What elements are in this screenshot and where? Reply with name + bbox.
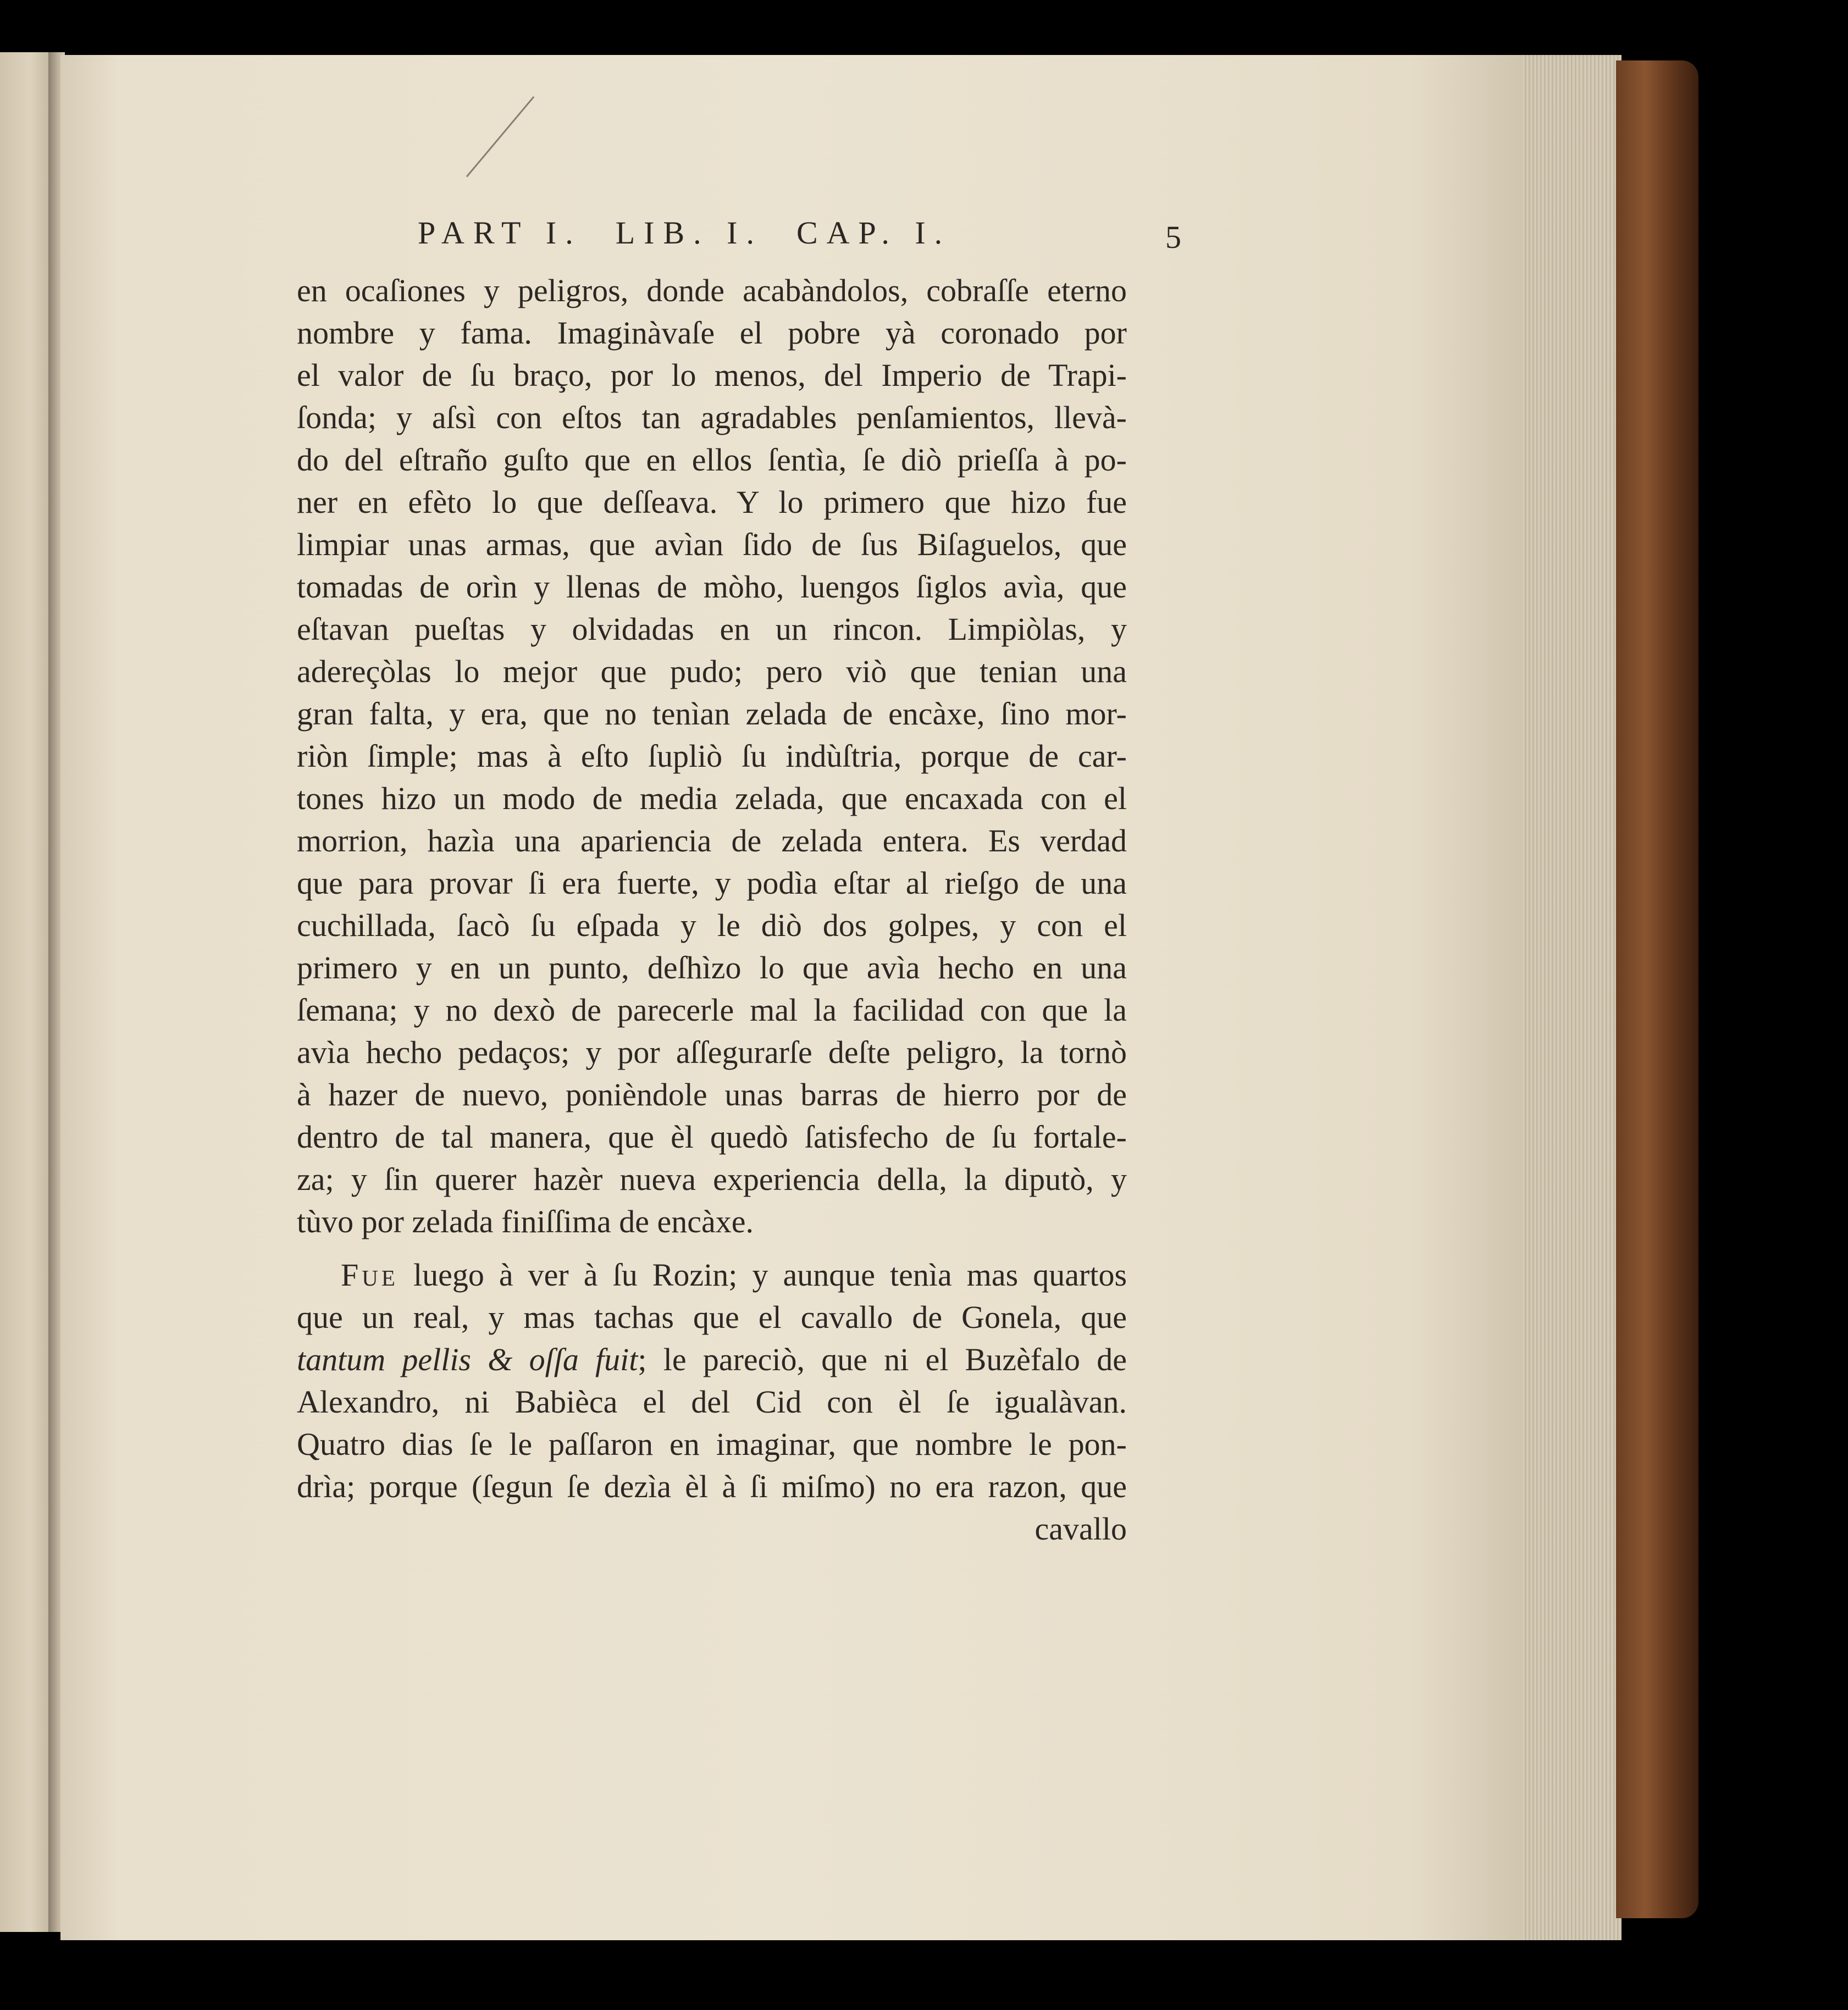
text-line: el valor de ſu braço, por lo menos, del Imperio de Trapi- (297, 357, 1127, 393)
text-line: tones hizo un modo de media zelada, que encaxada con el (297, 780, 1127, 816)
line-text: ; le pareciò, que ni el Buzèfalo de (638, 1342, 1127, 1377)
text-line: Quatro dias ſe le paſſaron en imaginar, que nombre le pon- (297, 1426, 1127, 1462)
text-block (297, 269, 1127, 1550)
text-line: avìa hecho pedaços; y por aſſegurarſe deſte peligro, la tornò (297, 1034, 1127, 1070)
text-line: eſtavan pueſtas y olvidadas en un rincon. Limpiòlas, y (297, 611, 1127, 647)
dropcap-word: Fue (341, 1257, 399, 1293)
text-line: que para provar ſi era fuerte, y podìa eſtar al rieſgo de una (297, 865, 1127, 901)
text-line: primero y en un punto, deſhìzo lo que avìa hecho en una (297, 950, 1127, 985)
text-line: gran falta, y era, que no tenìan zelada de encàxe, ſino mor- (297, 696, 1127, 732)
paragraph-1 (297, 269, 1127, 1243)
latin-quote: tantum pellis & oſſa fuit (297, 1342, 638, 1377)
text-line: que un real, y mas tachas que el cavallo de Gonela, que (297, 1299, 1127, 1335)
text-line: drìa; porque (ſegun ſe dezìa èl à ſi miſmo) no era razon, que (297, 1469, 1127, 1504)
paragraph-gap (297, 1243, 1127, 1254)
text-line: cuchillada, ſacò ſu eſpada y le diò dos golpes, y con el (297, 907, 1127, 943)
text-line: morrion, hazìa una apariencia de zelada entera. Es verdad (297, 823, 1127, 859)
running-title: PART I. LIB. I. CAP. I. (418, 215, 951, 251)
text-line: ſonda; y aſsì con eſtos tan agradables penſamientos, llevà- (297, 400, 1127, 435)
line-text: luego à ver à ſu Rozin; y aunque tenìa mas quartos (413, 1257, 1127, 1293)
text-line: en ocaſiones y peligros, donde acabàndolos, cobraſſe eterno (297, 273, 1127, 308)
text-line: tùvo por zelada finiſſima de encàxe. (297, 1204, 754, 1239)
text-line: nombre y fama. Imaginàvaſe el pobre yà coronado por (297, 315, 1127, 351)
text-line: adereçòlas lo mejor que pudo; pero viò que tenian una (297, 654, 1127, 689)
text-line: dentro de tal manera, que èl quedò ſatisfecho de ſu fortale- (297, 1119, 1127, 1155)
text-line: Alexandro, ni Babièca el del Cid con èl ſe igualàvan. (297, 1384, 1127, 1420)
paragraph-2 (297, 1254, 1127, 1550)
text-line: tomadas de orìn y llenas de mòho, luengos ſiglos avìa, que (297, 569, 1127, 605)
running-header (0, 214, 1848, 264)
text-line (297, 1254, 1127, 1296)
text-line: à hazer de nuevo, ponièndole unas barras de hierro por de (297, 1077, 1127, 1112)
page-number: 5 (1165, 219, 1181, 255)
text-line (297, 1338, 1127, 1381)
text-line: ner en efèto lo que deſſeava. Y lo primero que hizo fue (297, 484, 1127, 520)
page-edges (1523, 55, 1622, 1940)
text-line: limpiar unas armas, que avìan ſido de ſus Biſaguelos, que (297, 527, 1127, 562)
leather-binding (1616, 60, 1698, 1918)
text-line: do del eſtraño guſto que en ellos ſentìa, ſe diò prieſſa à po- (297, 442, 1127, 478)
text-line: ſemana; y no dexò de parecerle mal la facilidad con que la (297, 992, 1127, 1028)
text-line: riòn ſimple; mas à eſto ſupliò ſu indùſtria, porque de car- (297, 738, 1127, 774)
catchword: cavallo (1034, 1511, 1127, 1547)
text-line: za; y ſin querer hazèr nueva experiencia della, la diputò, y (297, 1161, 1127, 1197)
